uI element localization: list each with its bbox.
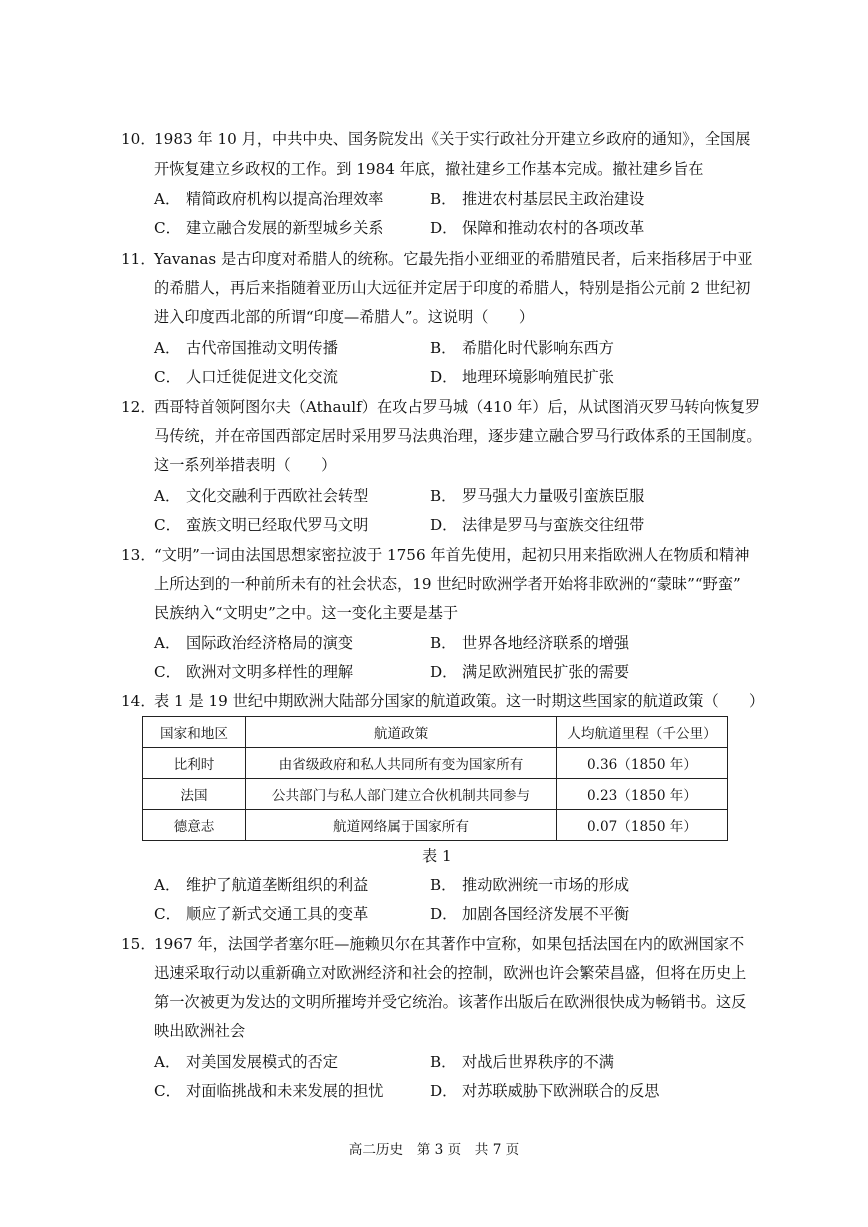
option-d: D． 保障和推动农村的各项改革 xyxy=(430,219,645,237)
table-cell: 法国 xyxy=(143,779,246,810)
option-d: D． 法律是罗马与蛮族交往纽带 xyxy=(430,516,645,534)
option-b: B． 罗马强大力量吸引蛮族臣服 xyxy=(430,487,645,505)
question-number: 10． xyxy=(121,130,156,148)
option-c: C． 蛮族文明已经取代罗马文明 xyxy=(154,516,369,534)
question-stem-line: 迅速采取行动以重新确立对欧洲经济和社会的控制，欧洲也许会繁荣昌盛，但将在历史上 xyxy=(154,964,747,982)
question-number: 13． xyxy=(121,546,156,564)
option-c: C． 建立融合发展的新型城乡关系 xyxy=(154,219,384,237)
question-stem-line: 1983 年 10 月，中共中央、国务院发出《关于实行政社分开建立乡政府的通知》，全国展 xyxy=(154,130,751,148)
option-a: A． 文化交融利于西欧社会转型 xyxy=(154,487,369,505)
option-a: A． 精简政府机构以提高治理效率 xyxy=(154,190,384,208)
option-a: A． 国际政治经济格局的演变 xyxy=(154,634,354,652)
question-number: 15． xyxy=(121,935,156,953)
table-cell: 由省级政府和私人共同所有变为国家所有 xyxy=(246,748,557,779)
question-number: 11． xyxy=(121,250,156,268)
table-cell: 0.07（1850 年） xyxy=(557,810,728,841)
question-stem-line: Yavanas 是古印度对希腊人的统称。它最先指小亚细亚的希腊殖民者，后来指移居于中亚 xyxy=(154,250,753,268)
table-header-row xyxy=(143,717,728,748)
option-a: A． 维护了航道垄断组织的利益 xyxy=(154,876,369,894)
question-stem-line: 表 1 是 19 世纪中期欧洲大陆部分国家的航道政策。这一时期这些国家的航道政策（ ） xyxy=(154,692,765,710)
policy-table xyxy=(142,716,728,841)
option-d: D． 满足欧洲殖民扩张的需要 xyxy=(430,663,630,681)
option-c: C． 对面临挑战和未来发展的担忧 xyxy=(154,1082,384,1100)
page-footer: 高二历史 第 3 页 共 7 页 xyxy=(348,1142,520,1158)
option-b: B． 推动欧洲统一市场的形成 xyxy=(430,876,630,894)
table-header-cell: 国家和地区 xyxy=(143,717,246,748)
option-b: B． 希腊化时代影响东西方 xyxy=(430,339,614,357)
option-c: C． 人口迁徙促进文化交流 xyxy=(154,368,338,386)
table-cell: 航道网络属于国家所有 xyxy=(246,810,557,841)
table-header-cell: 人均航道里程（千公里） xyxy=(557,717,728,748)
table-cell: 0.36（1850 年） xyxy=(557,748,728,779)
question-stem-line: 进入印度西北部的所谓“印度—希腊人”。这说明（ ） xyxy=(154,308,535,326)
question-stem-line: 映出欧洲社会 xyxy=(154,1022,246,1040)
option-c: C． 欧洲对文明多样性的理解 xyxy=(154,663,354,681)
question-stem-line: 这一系列举措表明（ ） xyxy=(154,456,337,474)
question-stem-line: 民族纳入“文明史”之中。这一变化主要是基于 xyxy=(154,604,459,622)
table-cell: 公共部门与私人部门建立合伙机制共同参与 xyxy=(246,779,557,810)
table-cell: 0.23（1850 年） xyxy=(557,779,728,810)
option-c: C． 顺应了新式交通工具的变革 xyxy=(154,905,369,923)
question-stem-line: 开恢复建立乡政权的工作。到 1984 年底，撤社建乡工作基本完成。撤社建乡旨在 xyxy=(154,160,704,178)
question-stem-line: “文明”一词由法国思想家密拉波于 1756 年首先使用，起初只用来指欧洲人在物质和精神 xyxy=(154,546,750,564)
table-row xyxy=(143,810,728,841)
table-row xyxy=(143,748,728,779)
table-row xyxy=(143,779,728,810)
table-cell: 德意志 xyxy=(143,810,246,841)
question-stem-line: 上所达到的一种前所未有的社会状态，19 世纪时欧洲学者开始将非欧洲的“蒙昧”“野蛮” xyxy=(154,575,741,593)
question-stem-line: 马传统，并在帝国西部定居时采用罗马法典治理，逐步建立融合罗马行政体系的王国制度。 xyxy=(154,427,762,445)
question-stem-line: 的希腊人，再后来指随着亚历山大远征并定居于印度的希腊人，特别是指公元前 2 世纪初 xyxy=(154,279,751,297)
option-a: A． 对美国发展模式的否定 xyxy=(154,1053,338,1071)
table-cell: 比利时 xyxy=(143,748,246,779)
question-number: 14． xyxy=(121,692,156,710)
option-a: A． 古代帝国推动文明传播 xyxy=(154,339,338,357)
option-d: D． 对苏联威胁下欧洲联合的反思 xyxy=(430,1082,660,1100)
option-b: B． 世界各地经济联系的增强 xyxy=(430,634,630,652)
question-stem-line: 第一次被更为发达的文明所摧垮并受它统治。该著作出版后在欧洲很快成为畅销书。这反 xyxy=(154,993,747,1011)
option-b: B． 推进农村基层民主政治建设 xyxy=(430,190,645,208)
table-caption: 表 1 xyxy=(422,847,452,865)
option-b: B． 对战后世界秩序的不满 xyxy=(430,1053,614,1071)
option-d: D． 地理环境影响殖民扩张 xyxy=(430,368,614,386)
option-d: D． 加剧各国经济发展不平衡 xyxy=(430,905,630,923)
table-header-cell: 航道政策 xyxy=(246,717,557,748)
question-number: 12． xyxy=(121,398,156,416)
question-stem-line: 西哥特首领阿图尔夫（Athaulf）在攻占罗马城（410 年）后，从试图消灭罗马转向恢复罗 xyxy=(154,398,761,416)
question-stem-line: 1967 年，法国学者塞尔旺—施赖贝尔在其著作中宣称，如果包括法国在内的欧洲国家不 xyxy=(154,935,745,953)
